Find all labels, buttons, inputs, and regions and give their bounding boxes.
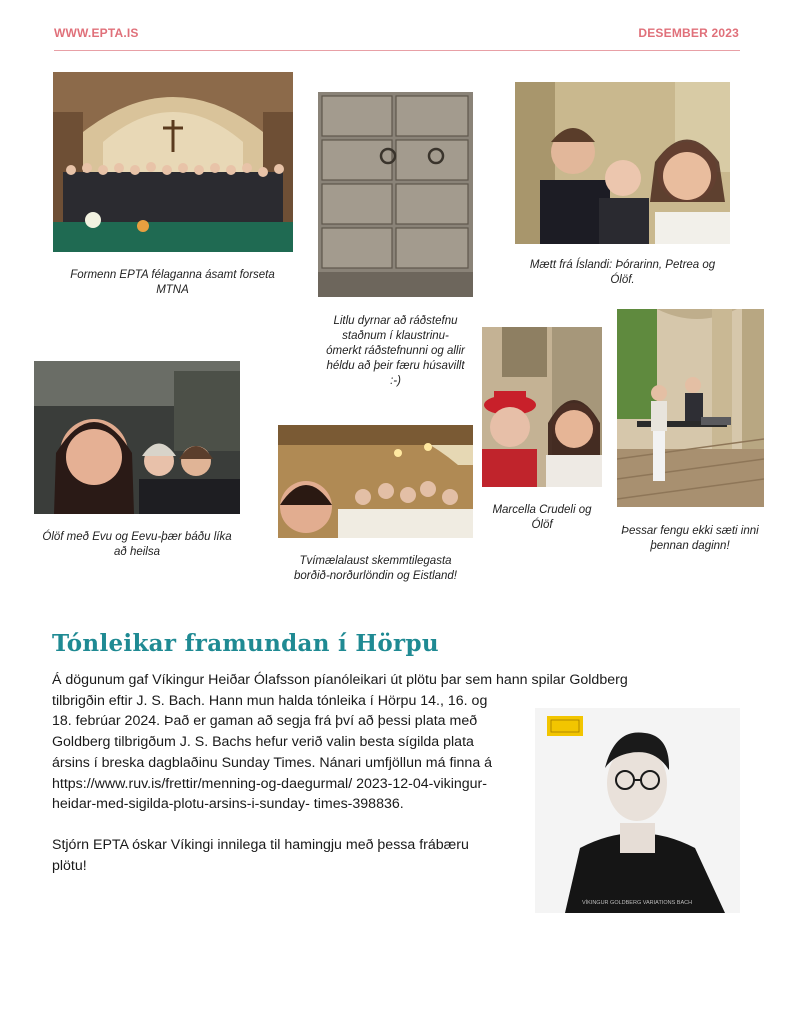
article-closing-line: Stjórn EPTA óskar Víkingi innilega til hamingju með þessa frábæru [52, 836, 469, 853]
caption-line: Ólöf [531, 519, 553, 531]
caption-line: ómerkt ráðstefnunni og allir [326, 345, 465, 357]
caption-line: þennan daginn! [650, 540, 730, 552]
photo-group-arch [53, 72, 293, 252]
album-cover [535, 708, 740, 913]
caption-line: Litlu dyrnar að ráðstefnu [333, 315, 458, 327]
album-cover-text: VÍKINGUR GOLDBERG VARIATIONS BACH [581, 900, 693, 906]
article-line: tilbrigðin eftir J. S. Bach. Hann mun halda tónleika í Hörpu 14., 16. og [52, 692, 488, 709]
article-link-line[interactable]: https://www.ruv.is/frettir/menning-og-daegurmal/ 2023-12-04-vikingur- [52, 775, 488, 792]
photo-cloister-bench [617, 309, 764, 507]
caption-photo5 [278, 554, 473, 584]
photo-marcella-olof [482, 327, 602, 487]
caption-line: að heilsa [113, 546, 161, 558]
article-line: ársins í breska dagblaðinu Sunday Times. Nánari umfjöllun má finna á [52, 754, 493, 771]
photo-olof-eva-eeva [34, 361, 240, 514]
caption-line: staðnum í klaustrinu- [342, 330, 449, 342]
caption-line: borðið-norðurlöndin og Eistland! [293, 570, 458, 582]
photo-small-door [318, 92, 473, 297]
article-line: Goldberg tilbrigðum J. S. Bachs hefur verið valin besta sígilda plata [52, 734, 474, 751]
caption-line: Ólöf. [610, 274, 635, 286]
caption-line: Ólöf með Evu og Eevu-þær báðu líka [42, 531, 232, 543]
article-line: Á dögunum gaf Víkingur Heiðar Ólafsson píanóleikari út plötu þar sem hann spilar Goldberg [52, 672, 628, 688]
caption-photo6 [482, 503, 602, 533]
caption-line: Tvímælalaust skemmtilegasta [299, 555, 452, 567]
site-url[interactable]: WWW.EPTA.IS [54, 26, 139, 40]
photo-iceland-trio [515, 82, 730, 244]
issue-date: DESEMBER 2023 [638, 26, 739, 40]
caption-line: Marcella Crudeli og [492, 504, 592, 516]
dg-label-icon [547, 716, 583, 736]
caption-photo2 [318, 314, 473, 389]
caption-line: Formenn EPTA félaganna ásamt forseta [70, 269, 275, 281]
article-title: Tónleikar framundan í Hörpu [52, 630, 439, 657]
article-link-line[interactable]: heidar-med-sigilda-plotu-arsins-i-sunday- times-398836. [52, 796, 404, 813]
caption-line: héldu að þeir færu húsavillt [326, 360, 465, 372]
article-line: 18. febrúar 2024. Það er gaman að segja frá því að þessi plata með [52, 713, 478, 730]
caption-line: MTNA [156, 284, 189, 296]
caption-photo1 [55, 268, 290, 298]
photo-nordic-table [278, 425, 473, 538]
article-closing-line: plötu! [52, 857, 87, 874]
caption-photo4 [30, 530, 244, 560]
caption-line: :-) [390, 375, 401, 387]
header-divider [54, 50, 740, 51]
caption-photo3 [515, 258, 730, 288]
caption-line: Þessar fengu ekki sæti inni [621, 525, 759, 537]
caption-photo7 [610, 524, 770, 554]
caption-line: Mætt frá Íslandi: Þórarinn, Petrea og [529, 259, 716, 271]
